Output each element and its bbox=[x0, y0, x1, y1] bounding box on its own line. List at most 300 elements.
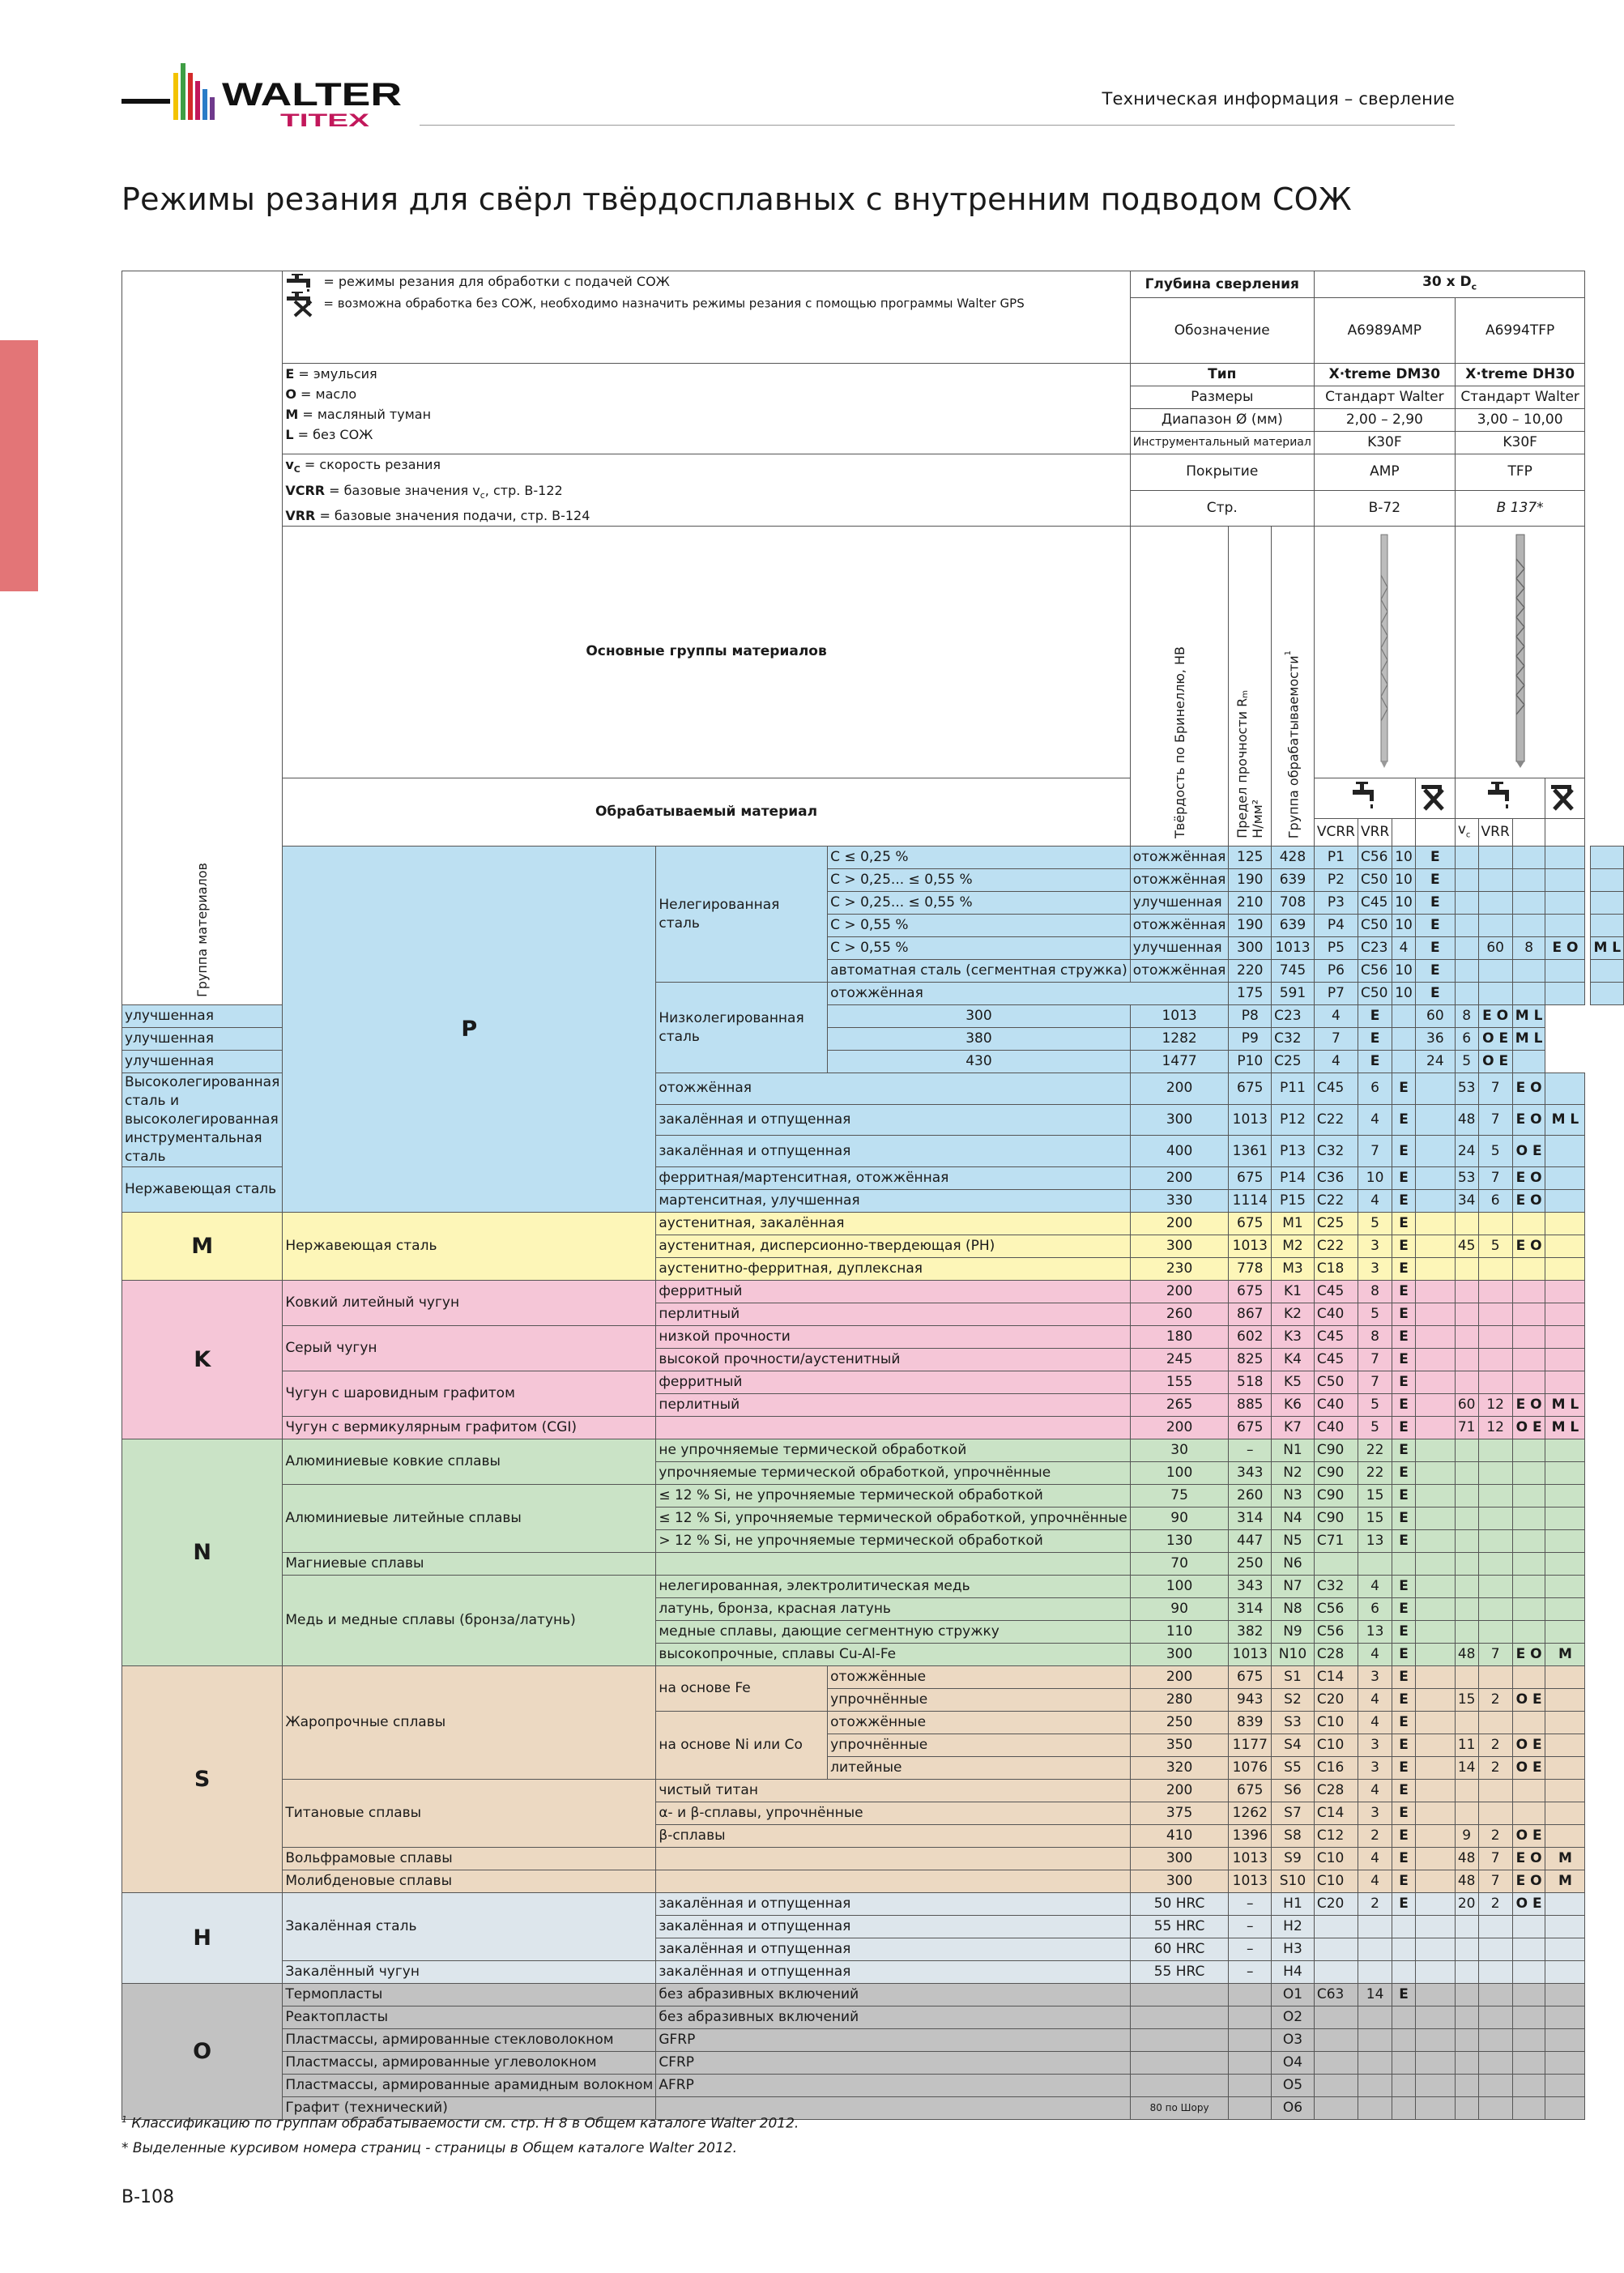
strength-value: 675 bbox=[1229, 1417, 1272, 1439]
tool1-dry bbox=[1415, 1167, 1455, 1190]
table-row bbox=[122, 1553, 1624, 1576]
type-label: Тип bbox=[1130, 364, 1314, 386]
strength-value: 1013 bbox=[1229, 1104, 1272, 1136]
tool2-dry bbox=[1545, 1371, 1585, 1394]
tool2-vc bbox=[1478, 869, 1512, 892]
tool2-dry: M L bbox=[1512, 1028, 1545, 1051]
main-groups-header: Основные группы материалов bbox=[283, 526, 1130, 778]
tool1-vcrr bbox=[1314, 2075, 1358, 2097]
tool2-vc bbox=[1455, 1439, 1478, 1462]
tool2-dry bbox=[1545, 2097, 1585, 2120]
tool2-coolant bbox=[1512, 1530, 1545, 1553]
legend-speeds: $v_C$ = скорость резания VCRR = базовые значения $v_c$, стр. B-122 VRR = базовые значения подачи, стр. B-124 bbox=[283, 454, 1130, 526]
machinability-group: N7 bbox=[1272, 1576, 1315, 1598]
tool2-dry bbox=[1545, 1073, 1585, 1105]
tool2-vrr bbox=[1478, 1326, 1512, 1349]
material-detail: C > 0,55 % bbox=[828, 937, 1131, 960]
material-detail: нелегированная, электролитическая медь bbox=[656, 1576, 1130, 1598]
material-detail: автоматная сталь (сегментная стружка) bbox=[828, 960, 1131, 983]
tool1-vrr: 4 bbox=[1358, 1870, 1392, 1893]
tool1-vrr: 3 bbox=[1358, 1757, 1392, 1780]
hardness-value: 300 bbox=[828, 1005, 1131, 1028]
hardness-value: 200 bbox=[1130, 1780, 1229, 1802]
material-treatment: отожжённая bbox=[1130, 869, 1229, 892]
tool2-coolant bbox=[1512, 1485, 1545, 1508]
material-detail: GFRP bbox=[656, 2029, 1130, 2052]
tool1-coolant bbox=[1392, 1553, 1416, 1576]
tool2-vc: 24 bbox=[1455, 1136, 1478, 1167]
material-detail: аустенитная, дисперсионно-твердеющая (PH) bbox=[656, 1235, 1130, 1258]
material-subgroup: Нержавеющая сталь bbox=[122, 1167, 283, 1213]
tool1-vrr bbox=[1358, 1916, 1392, 1938]
tool1-vrr: 4 bbox=[1392, 937, 1416, 960]
material-subgroup: Высоколегированная сталь и высоколегированная инструментальная сталь bbox=[122, 1073, 283, 1167]
strength-value: 778 bbox=[1229, 1258, 1272, 1281]
tool1-dry bbox=[1415, 1757, 1455, 1780]
tool2-dry: M L bbox=[1512, 1005, 1545, 1028]
tool2-dry bbox=[1545, 1916, 1585, 1938]
machinability-group: P4 bbox=[1314, 915, 1358, 937]
hardness-value: 70 bbox=[1130, 1553, 1229, 1576]
tool2-dry-icon-cell bbox=[1545, 778, 1585, 818]
tool1-dry bbox=[1415, 1961, 1455, 1984]
tool2-dry bbox=[1591, 892, 1624, 915]
tool2-vc bbox=[1455, 1371, 1478, 1394]
material-detail: мартенситная, улучшенная bbox=[656, 1190, 1130, 1213]
material-detail: аустенитно-ферритная, дуплексная bbox=[656, 1258, 1130, 1281]
hardness-value bbox=[1130, 2006, 1229, 2029]
material-treatment: литейные bbox=[828, 1757, 1131, 1780]
strength-value: – bbox=[1229, 1961, 1272, 1984]
material-detail: закалённая и отпущенная bbox=[656, 1961, 1130, 1984]
hardness-value: 200 bbox=[1130, 1281, 1229, 1303]
tool1-dry bbox=[1455, 960, 1478, 983]
hardness-value: 100 bbox=[1130, 1462, 1229, 1485]
tool1-coolant: E bbox=[1358, 1051, 1392, 1073]
tool1-dry bbox=[1415, 1825, 1455, 1848]
strength-value: 639 bbox=[1272, 869, 1315, 892]
tool2-coolant bbox=[1512, 1462, 1545, 1485]
tool2-dry bbox=[1512, 1051, 1545, 1073]
machinability-group: P3 bbox=[1314, 892, 1358, 915]
tool1-coolant bbox=[1392, 2006, 1416, 2029]
strength-value: 1282 bbox=[1130, 1028, 1229, 1051]
tool1-vrr: 5 bbox=[1358, 1417, 1392, 1439]
tool1-coolant: E bbox=[1415, 937, 1455, 960]
tool2-vc bbox=[1455, 1621, 1478, 1644]
tool2-vc bbox=[1455, 1984, 1478, 2006]
tool1-vrr: 10 bbox=[1392, 892, 1416, 915]
machinability-group: O1 bbox=[1272, 1984, 1315, 2006]
hardness-value: 75 bbox=[1130, 1485, 1229, 1508]
tool2-coolant: E O bbox=[1512, 1848, 1545, 1870]
tool2-vrr bbox=[1478, 1485, 1512, 1508]
tool1-dry-icon-cell bbox=[1415, 778, 1455, 818]
tool1-vrr: 10 bbox=[1392, 847, 1416, 869]
strength-value bbox=[1229, 2052, 1272, 2075]
strength-value: 1361 bbox=[1229, 1136, 1272, 1167]
tool2-dry bbox=[1545, 1757, 1585, 1780]
tool2-coolant bbox=[1512, 1712, 1545, 1734]
tool1-vrr: 5 bbox=[1358, 1394, 1392, 1417]
tool1-dry bbox=[1415, 1689, 1455, 1712]
tool1-coolant: E bbox=[1392, 1213, 1416, 1235]
strength-value: 518 bbox=[1229, 1371, 1272, 1394]
tool1-vrr: 5 bbox=[1358, 1303, 1392, 1326]
tool1-vcrr: C45 bbox=[1314, 1326, 1358, 1349]
tool1-coolant: E bbox=[1392, 1281, 1416, 1303]
tool1-coolant bbox=[1392, 2075, 1416, 2097]
material-group-letter: P bbox=[283, 847, 656, 1213]
tool1-dry bbox=[1415, 1417, 1455, 1439]
material-treatment: упрочнённые bbox=[828, 1689, 1131, 1712]
tool1-coolant: E bbox=[1358, 1028, 1392, 1051]
tool1-coolant: E bbox=[1392, 1303, 1416, 1326]
tool1-vcrr: C90 bbox=[1314, 1485, 1358, 1508]
tool1-coolant bbox=[1392, 2029, 1416, 2052]
tool1-vrr: 10 bbox=[1392, 869, 1416, 892]
machinability-group: S6 bbox=[1272, 1780, 1315, 1802]
hardness-value: 200 bbox=[1130, 1213, 1229, 1235]
tool2-vrr bbox=[1478, 1530, 1512, 1553]
strength-value: 1477 bbox=[1130, 1051, 1229, 1073]
tool2-image bbox=[1455, 526, 1585, 778]
material-group-letter: O bbox=[122, 1984, 283, 2120]
tool1-dry bbox=[1415, 1104, 1455, 1136]
table-row bbox=[122, 847, 1624, 869]
tool1-vrr: 6 bbox=[1358, 1073, 1392, 1105]
tool1-vcrr: C10 bbox=[1314, 1870, 1358, 1893]
tool2-material: K30F bbox=[1455, 432, 1585, 454]
tool1-coolant: E bbox=[1392, 1394, 1416, 1417]
hardness-value: 410 bbox=[1130, 1825, 1229, 1848]
tool2-coolant bbox=[1545, 847, 1585, 869]
machinability-group: K7 bbox=[1272, 1417, 1315, 1439]
tool1-vcrr: C22 bbox=[1314, 1190, 1358, 1213]
tool1-vrr: 7 bbox=[1358, 1136, 1392, 1167]
tool2-dry bbox=[1591, 915, 1624, 937]
tool1-dry bbox=[1415, 1190, 1455, 1213]
tool2-vrr bbox=[1512, 847, 1545, 869]
machinability-group: P13 bbox=[1272, 1136, 1315, 1167]
hardness-value: 220 bbox=[1229, 960, 1272, 983]
tool2-dry: M bbox=[1545, 1644, 1585, 1666]
tool2-dry bbox=[1545, 1439, 1585, 1462]
tool2-dry bbox=[1545, 1825, 1585, 1848]
strength-value: 1076 bbox=[1229, 1757, 1272, 1780]
material-treatment: отожжённая bbox=[1130, 847, 1229, 869]
tool1-vcrr: C22 bbox=[1314, 1104, 1358, 1136]
sizes-label: Размеры bbox=[1130, 386, 1314, 409]
tool1-vcrr: C71 bbox=[1314, 1530, 1358, 1553]
hardness-value: 200 bbox=[1130, 1417, 1229, 1439]
tool1-vrr: 4 bbox=[1358, 1190, 1392, 1213]
tool1-coolant: E bbox=[1392, 1984, 1416, 2006]
tool1-vcrr: C12 bbox=[1314, 1825, 1358, 1848]
tool1-vrr: 3 bbox=[1358, 1802, 1392, 1825]
tool1-dry bbox=[1415, 1666, 1455, 1689]
tool2-coolant: E O bbox=[1512, 1190, 1545, 1213]
strength-value: 250 bbox=[1229, 1553, 1272, 1576]
tool2-coolant bbox=[1512, 1621, 1545, 1644]
tool1-coolant: E bbox=[1392, 1530, 1416, 1553]
tool1-vcrr: C36 bbox=[1314, 1167, 1358, 1190]
material-subgroup: Пластмассы, армированные стекловолокном bbox=[283, 2029, 656, 2052]
hardness-value: 375 bbox=[1130, 1802, 1229, 1825]
coating-label: Покрытие bbox=[1130, 454, 1314, 490]
tool2-vrr: 2 bbox=[1478, 1757, 1512, 1780]
tool2-coolant bbox=[1512, 2052, 1545, 2075]
hardness-value: 175 bbox=[1229, 983, 1272, 1005]
tool1-dry bbox=[1415, 1439, 1455, 1462]
tool2-vc: 36 bbox=[1415, 1028, 1455, 1051]
hardness-value: 100 bbox=[1130, 1576, 1229, 1598]
machinability-group: P2 bbox=[1314, 869, 1358, 892]
tool2-coolant bbox=[1545, 869, 1585, 892]
strength-value: 867 bbox=[1229, 1303, 1272, 1326]
tool1-vcrr: C56 bbox=[1314, 1598, 1358, 1621]
tool2-coolant: E O bbox=[1512, 1235, 1545, 1258]
tool2-vc: 48 bbox=[1455, 1870, 1478, 1893]
material-subgroup: Низколегированная сталь bbox=[656, 983, 828, 1073]
tool2-vc bbox=[1455, 1349, 1478, 1371]
tool1-vcrr: C45 bbox=[1314, 1281, 1358, 1303]
machinability-group: S10 bbox=[1272, 1870, 1315, 1893]
tool1-dry bbox=[1415, 1576, 1455, 1598]
tool2-coolant: O E bbox=[1512, 1757, 1545, 1780]
material-detail bbox=[656, 1848, 1130, 1870]
tool1-dry bbox=[1415, 1349, 1455, 1371]
tool2-dry bbox=[1545, 1598, 1585, 1621]
tool2-vc bbox=[1478, 847, 1512, 869]
machinability-group: S5 bbox=[1272, 1757, 1315, 1780]
tool2-coolant bbox=[1545, 960, 1585, 983]
table-row bbox=[122, 1780, 1624, 1802]
page-title: Режимы резания для свёрл твёрдосплавных с внутренним подводом СОЖ bbox=[121, 181, 1352, 217]
tool2-dry bbox=[1545, 1485, 1585, 1508]
coolant-icon bbox=[1348, 778, 1382, 811]
tool2-vc: 53 bbox=[1455, 1073, 1478, 1105]
tool2-coolant bbox=[1512, 1371, 1545, 1394]
tool1-designation: A6989AMP bbox=[1314, 298, 1455, 364]
tool1-dry bbox=[1415, 1984, 1455, 2006]
hardness-value: 125 bbox=[1229, 847, 1272, 869]
tool1-dry bbox=[1415, 1644, 1455, 1666]
legend-coolant bbox=[283, 271, 1130, 364]
tool2-vrr bbox=[1478, 1576, 1512, 1598]
material-subgroup: Термопласты bbox=[283, 1984, 656, 2006]
tool1-vcrr: C50 bbox=[1358, 869, 1392, 892]
material-detail: ≤ 12 % Si, не упрочняемые термической обработкой bbox=[656, 1485, 1130, 1508]
hardness-value bbox=[1130, 1984, 1229, 2006]
tool2-vc bbox=[1478, 960, 1512, 983]
tool1-vcrr: C50 bbox=[1358, 915, 1392, 937]
tool2-vc bbox=[1455, 1508, 1478, 1530]
strength-value: 675 bbox=[1229, 1167, 1272, 1190]
machinability-group: K2 bbox=[1272, 1303, 1315, 1326]
material-subgroup: Закалённая сталь bbox=[283, 1893, 656, 1961]
tool2-vc: 53 bbox=[1455, 1167, 1478, 1190]
material-detail: β-сплавы bbox=[656, 1825, 1130, 1848]
tool2-dry bbox=[1545, 2075, 1585, 2097]
machinability-group: N6 bbox=[1272, 1553, 1315, 1576]
table-row bbox=[122, 1984, 1624, 2006]
tool1-dry bbox=[1415, 1326, 1455, 1349]
strength-value: 885 bbox=[1229, 1394, 1272, 1417]
tool1-vrr: 22 bbox=[1358, 1462, 1392, 1485]
tool-material-label: Инструментальный материал bbox=[1130, 432, 1314, 454]
tool1-dry bbox=[1455, 892, 1478, 915]
tool2-vc bbox=[1455, 1598, 1478, 1621]
tool2-coolant bbox=[1512, 1553, 1545, 1576]
tool2-coolant bbox=[1512, 1576, 1545, 1598]
machinability-group: N3 bbox=[1272, 1485, 1315, 1508]
tool1-vcrr: C23 bbox=[1272, 1005, 1315, 1028]
strength-value: 639 bbox=[1272, 915, 1315, 937]
table-row bbox=[122, 1005, 1624, 1028]
tool1-vcrr: C10 bbox=[1314, 1712, 1358, 1734]
tool1-vcrr: C25 bbox=[1272, 1051, 1315, 1073]
material-detail: медные сплавы, дающие сегментную стружку bbox=[656, 1621, 1130, 1644]
tool2-vrr bbox=[1478, 1553, 1512, 1576]
tool2-coolant: O E bbox=[1512, 1689, 1545, 1712]
material-group-header bbox=[122, 271, 283, 1005]
tool1-coolant: E bbox=[1392, 1870, 1416, 1893]
material-subgroup: Алюминиевые литейные сплавы bbox=[283, 1485, 656, 1553]
tool2-dry bbox=[1545, 2029, 1585, 2052]
tool2-vrr bbox=[1512, 983, 1545, 1005]
machinability-group: N1 bbox=[1272, 1439, 1315, 1462]
tool2-dry bbox=[1545, 1258, 1585, 1281]
tool1-vrr bbox=[1358, 2052, 1392, 2075]
cutting-data-table bbox=[121, 271, 1624, 2120]
tool2-vrr bbox=[1512, 960, 1545, 983]
material-subgroup: Чугун с вермикулярным графитом (CGI) bbox=[283, 1417, 656, 1439]
tool2-vc bbox=[1478, 915, 1512, 937]
tool2-coolant: E O bbox=[1512, 1104, 1545, 1136]
material-detail: ферритный bbox=[656, 1281, 1130, 1303]
machinability-group: H4 bbox=[1272, 1961, 1315, 1984]
page-label: Стр. bbox=[1130, 490, 1314, 526]
tool1-vcrr: C90 bbox=[1314, 1462, 1358, 1485]
tool1-vrr: 7 bbox=[1358, 1349, 1392, 1371]
tool2-vc: 48 bbox=[1455, 1644, 1478, 1666]
tool1-page: B-72 bbox=[1314, 490, 1455, 526]
tool1-vrr: 22 bbox=[1358, 1439, 1392, 1462]
hardness-value: 210 bbox=[1229, 892, 1272, 915]
strength-value: – bbox=[1229, 1893, 1272, 1916]
material-detail bbox=[656, 1417, 1130, 1439]
material-subgroup: Медь и медные сплавы (бронза/латунь) bbox=[283, 1576, 656, 1666]
tool1-vcrr bbox=[1314, 1553, 1358, 1576]
tool1-dry bbox=[1415, 1780, 1455, 1802]
tool2-vc bbox=[1455, 1576, 1478, 1598]
tool1-coolant: E bbox=[1392, 1167, 1416, 1190]
tool1-coolant: E bbox=[1392, 1757, 1416, 1780]
tool2-dry bbox=[1545, 1235, 1585, 1258]
tool1-dry bbox=[1415, 1235, 1455, 1258]
tool2-vrr bbox=[1478, 1598, 1512, 1621]
tool1-vcrr: C18 bbox=[1314, 1258, 1358, 1281]
walter-titex-logo bbox=[121, 57, 405, 130]
tool2-vc: 60 bbox=[1478, 937, 1512, 960]
strength-value: 1177 bbox=[1229, 1734, 1272, 1757]
tool2-vc bbox=[1455, 1961, 1478, 1984]
header-divider bbox=[420, 125, 1455, 126]
machinability-group: S3 bbox=[1272, 1712, 1315, 1734]
material-detail: CFRP bbox=[656, 2052, 1130, 2075]
tool2-vrr bbox=[1478, 1621, 1512, 1644]
material-detail: отожжённая bbox=[656, 1073, 1130, 1105]
tool1-vrr: 4 bbox=[1358, 1712, 1392, 1734]
material-detail: низкой прочности bbox=[656, 1326, 1130, 1349]
tool1-vrr: 10 bbox=[1392, 960, 1416, 983]
tool2-coolant: O E bbox=[1512, 1825, 1545, 1848]
tool1-vrr: 4 bbox=[1358, 1848, 1392, 1870]
tool2-vc bbox=[1455, 2029, 1478, 2052]
hardness-value: 55 HRC bbox=[1130, 1961, 1229, 1984]
tool2-vrr: 5 bbox=[1455, 1051, 1478, 1073]
strength-value: 1013 bbox=[1130, 1005, 1229, 1028]
tool1-vcrr: C20 bbox=[1314, 1689, 1358, 1712]
table-row bbox=[122, 1870, 1624, 1893]
tool1-coolant: E bbox=[1392, 1190, 1416, 1213]
tool1-dry bbox=[1415, 1530, 1455, 1553]
strength-value: 708 bbox=[1272, 892, 1315, 915]
hardness-value: 180 bbox=[1130, 1326, 1229, 1349]
tool1-dry bbox=[1455, 983, 1478, 1005]
tool2-vrr: 8 bbox=[1455, 1005, 1478, 1028]
vr-header: VRR bbox=[1478, 818, 1512, 846]
strength-value: 1013 bbox=[1229, 1848, 1272, 1870]
tool1-coolant: E bbox=[1392, 1893, 1416, 1916]
machinability-group: S7 bbox=[1272, 1802, 1315, 1825]
tool1-vcrr: C14 bbox=[1314, 1802, 1358, 1825]
tool2-vrr bbox=[1478, 1961, 1512, 1984]
tool1-dry bbox=[1415, 1258, 1455, 1281]
hardness-value: 200 bbox=[1130, 1073, 1229, 1105]
hardness-value: 300 bbox=[1130, 1644, 1229, 1666]
tool2-dry bbox=[1545, 1530, 1585, 1553]
table-row bbox=[122, 1439, 1624, 1462]
tool1-dry bbox=[1415, 1303, 1455, 1326]
machinability-group: M3 bbox=[1272, 1258, 1315, 1281]
tool1-dry bbox=[1415, 1281, 1455, 1303]
tool2-vc bbox=[1455, 2075, 1478, 2097]
tool1-dry bbox=[1455, 937, 1478, 960]
tool2-vrr: 12 bbox=[1478, 1394, 1512, 1417]
tool2-vrr: 7 bbox=[1478, 1870, 1512, 1893]
tool1-dry bbox=[1415, 1734, 1455, 1757]
tool1-vcrr: C10 bbox=[1314, 1734, 1358, 1757]
tool1-vcrr: C50 bbox=[1358, 983, 1392, 1005]
strength-value: 675 bbox=[1229, 1780, 1272, 1802]
tool2-coolant bbox=[1512, 2097, 1545, 2120]
machinability-group: O6 bbox=[1272, 2097, 1315, 2120]
tool1-dry bbox=[1415, 1485, 1455, 1508]
hardness-value: 430 bbox=[828, 1051, 1131, 1073]
table-row bbox=[122, 1576, 1624, 1598]
hardness-value bbox=[1130, 2029, 1229, 2052]
tool1-coolant: E bbox=[1392, 1073, 1416, 1105]
machinability-group: M2 bbox=[1272, 1235, 1315, 1258]
tool2-dry bbox=[1591, 847, 1624, 869]
tool2-dry: M bbox=[1545, 1848, 1585, 1870]
tool1-vcrr: C23 bbox=[1358, 937, 1392, 960]
tool2-vc bbox=[1455, 1303, 1478, 1326]
machinability-group: O5 bbox=[1272, 2075, 1315, 2097]
table-row bbox=[122, 1961, 1624, 1984]
